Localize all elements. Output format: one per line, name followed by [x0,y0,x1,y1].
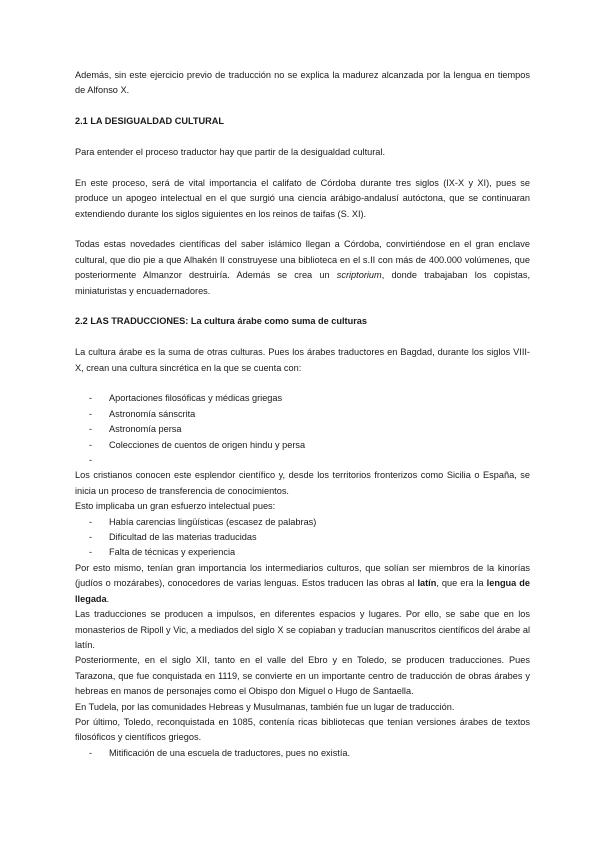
list-dash: - [89,747,93,758]
list-dash: - [89,547,93,558]
paragraph-toledo: Por último, Toledo, reconquistada en 1085, contenía ricas bibliotecas que tenían versiones árabes de textos filosóficos y científicos griegos. [75,716,530,743]
list-dash: - [89,424,93,435]
list-mitificacion [75,746,530,761]
list-item [75,545,530,560]
list-item [75,515,530,530]
paragraph-proceso-traductor: Para entender el proceso traductor hay que partir de la desigualdad cultural. [75,147,386,157]
section-heading-traducciones [75,314,530,329]
list-dash: - [89,532,93,543]
list-dash: - [89,439,93,450]
paragraph-siglo-xii: Posteriormente, en el siglo XII, tanto en el valle del Ebro y en Toledo, se producen traducciones. Pues Tarazona, que fue conquistada en 1119, se convierte en un importante centro de traducción de obras árabes y hebreas en manos de personajes como el Obispo don Miguel o Hugo de Santaella. [75,655,530,697]
text-span: , donde trabajaban los copistas, miniaturistas y encuadernadores. [75,270,530,296]
list-item [75,438,530,453]
list-dash: - [89,455,93,466]
paragraph-esfuerzo: Esto implicaba un gran esfuerzo intelectual pues: [75,501,276,512]
list-item-text: Dificultad de las materias traducidas [109,532,257,543]
list-dificultades [75,515,530,561]
section-heading-desigualdad: 2.1 LA DESIGUALDAD CULTURAL [75,116,225,127]
paragraph-cordoba [75,237,530,299]
list-item-text: Astronomía persa [109,424,182,435]
text-span: Todas estas novedades científicas del saber islámico llegan a Córdoba, convirtiéndose en el gran enclave cultural, que dio pie a que Alhakén II construyese una biblioteca en el s.II con más de 400.000 volúmenes, que posteriormente Almanzor destruiría. Además se crea un [75,239,530,281]
list-dash: - [89,408,93,419]
document-page [75,68,530,761]
list-item [75,530,530,545]
list-dash: - [89,393,93,404]
paragraph-califato: En este proceso, será de vital importancia el califato de Córdoba durante tres siglos (IX-X y XI), pues se produce un apogeo intelectual en el que surgió una ciencia arábigo-andalusí autóctona, que se continuaran extendiendo durante los siglos siguientes en los reinos de taifas (S. XI). [75,177,530,219]
list-item [75,391,530,406]
list-item-text: Había carencias lingüísticas (escasez de palabras) [109,516,317,527]
list-item [75,422,530,437]
list-item-text: Colecciones de cuentos de origen hindu y persa [109,439,306,450]
heading-number: 2.2 LAS TRADUCCIONES [75,316,186,327]
list-item [75,453,530,468]
paragraph-alfonso: Además, sin este ejercicio previo de traducción no se explica la madurez alcanzada por la lengua en tiempos de Alfonso X. [75,70,530,96]
paragraph-impulsos: Las traducciones se producen a impulsos, en diferentes espacios y lugares. Por ello, se sabe que en los monasterios de Ripoll y Vic, a mediados del siglo X se copiaban y traducían manuscritos científicos del árabe al latín. [75,609,530,650]
latin-term: latín [417,578,437,589]
list-dash: - [89,516,93,527]
text-span: Por esto mismo, tenían gran importancia los intermediarios culturos, que solían ser miembros de la kinorías (judíos o mozárabes), conocedores de varias lenguas. Estos traducen las obras al [75,562,530,589]
paragraph-tudela: En Tudela, por las comunidades Hebreas y Musulmanas, también fue un lugar de traducción. [75,701,455,712]
text-span: . [106,593,110,604]
list-item [75,407,530,422]
lengua-llegada-term: lengua de llegada [75,578,531,604]
paragraph-intermediarios [75,561,530,607]
heading-subtitle: : La cultura árabe como suma de culturas [185,316,368,327]
scriptorium-term: scriptorium [336,270,382,281]
list-item-text: Aportaciones filosóficas y médicas griegas [109,393,283,404]
list-item-text: Mitificación de una escuela de traductores, pues no existía. [109,747,351,758]
paragraph-cristianos: Los cristianos conocen este esplendor científico y, desde los territorios fronterizos como Sicilia o España, se inicia un proceso de transferencia de conocimientos. [75,470,530,496]
list-aportaciones [75,391,530,468]
list-item-text: Astronomía sánscrita [109,408,196,419]
paragraph-cultura-arabe: La cultura árabe es la suma de otras culturas. Pues los árabes traductores en Bagdad, durante los siglos VIII-X, crean una cultura sincrética en la que se cuenta con: [75,347,530,373]
list-item-text: Falta de técnicas y experiencia [109,547,236,558]
list-item [75,746,530,761]
text-span: , que era la [436,578,487,589]
